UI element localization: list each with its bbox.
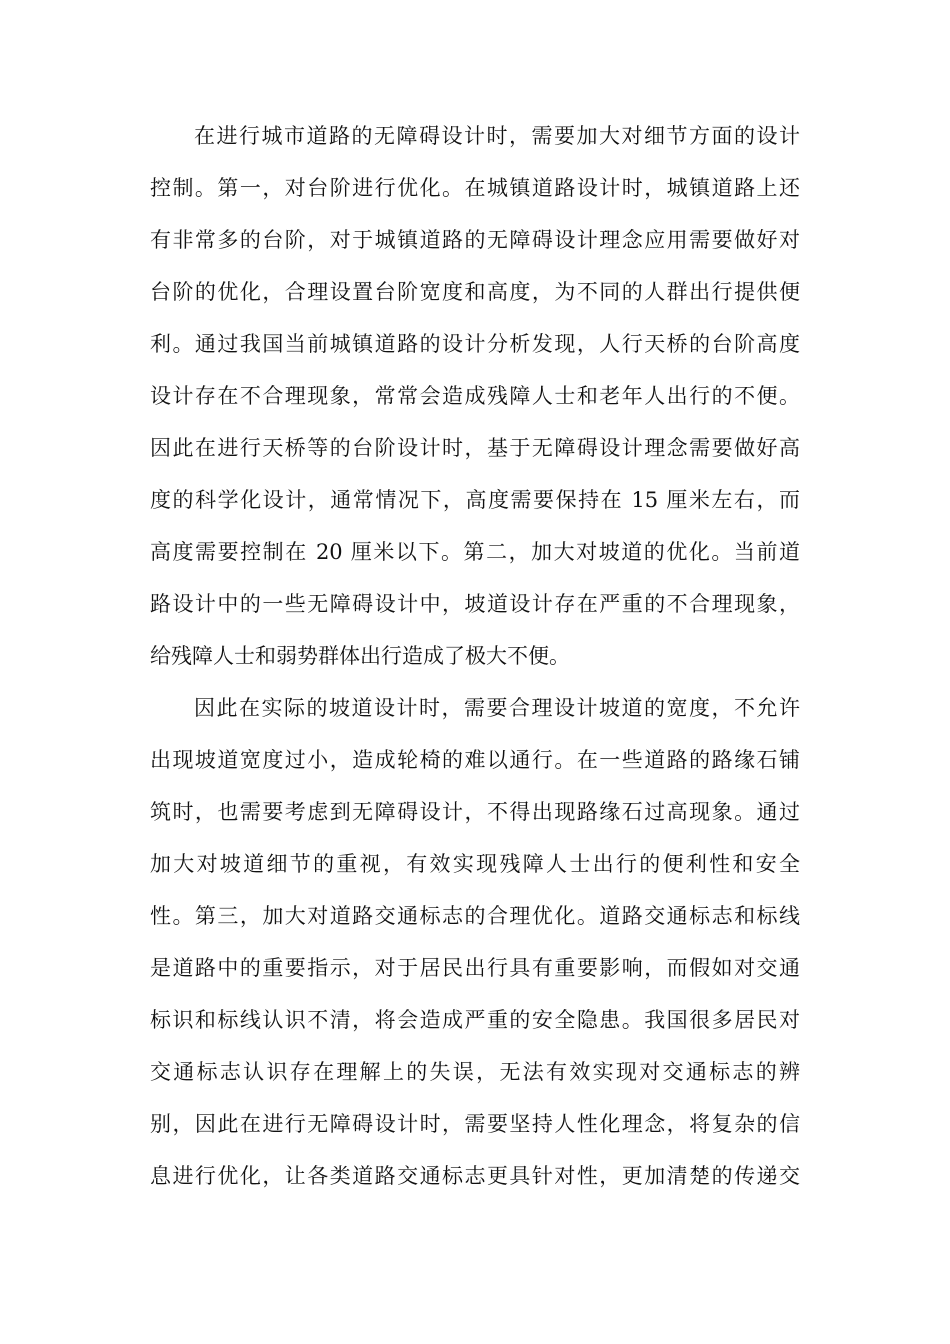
text-line: 性。第三，加大对道路交通标志的合理优化。道路交通标志和标线 xyxy=(150,904,800,928)
text-line: 因此在进行天桥等的台阶设计时，基于无障碍设计理念需要做好高 xyxy=(150,436,800,460)
text-line: 设计存在不合理现象，常常会造成残障人士和老年人出行的不便。 xyxy=(150,384,800,408)
text-line: 有非常多的台阶，对于城镇道路的无障碍设计理念应用需要做好对 xyxy=(150,228,800,252)
text-line: 在进行城市道路的无障碍设计时，需要加大对细节方面的设计 xyxy=(194,124,800,148)
text-line: 息进行优化，让各类道路交通标志更具针对性，更加清楚的传递交 xyxy=(150,1164,800,1188)
text-line: 路设计中的一些无障碍设计中，坡道设计存在严重的不合理现象， xyxy=(150,592,800,616)
text-line: 别，因此在进行无障碍设计时，需要坚持人性化理念，将复杂的信 xyxy=(150,1112,800,1136)
text-line: 加大对坡道细节的重视，有效实现残障人士出行的便利性和安全 xyxy=(150,852,800,876)
text-line: 高度需要控制在 20 厘米以下。第二，加大对坡道的优化。当前道 xyxy=(150,540,800,564)
paragraph-1 xyxy=(150,110,800,682)
text-line: 给残障人士和弱势群体出行造成了极大不便。 xyxy=(150,644,570,668)
text-line: 出现坡道宽度过小，造成轮椅的难以通行。在一些道路的路缘石铺 xyxy=(150,748,800,772)
text-line: 因此在实际的坡道设计时，需要合理设计坡道的宽度，不允许 xyxy=(194,696,800,720)
text-line: 交通标志认识存在理解上的失误，无法有效实现对交通标志的辨 xyxy=(150,1060,800,1084)
text-line: 度的科学化设计，通常情况下，高度需要保持在 15 厘米左右，而 xyxy=(150,488,800,512)
text-line: 筑时，也需要考虑到无障碍设计，不得出现路缘石过高现象。通过 xyxy=(150,800,800,824)
text-line: 台阶的优化，合理设置台阶宽度和高度，为不同的人群出行提供便 xyxy=(150,280,800,304)
body-text xyxy=(150,110,800,1202)
paragraph-2 xyxy=(150,682,800,1202)
text-line: 标识和标线认识不清，将会造成严重的安全隐患。我国很多居民对 xyxy=(150,1008,800,1032)
text-line: 利。通过我国当前城镇道路的设计分析发现，人行天桥的台阶高度 xyxy=(150,332,800,356)
text-line: 控制。第一，对台阶进行优化。在城镇道路设计时，城镇道路上还 xyxy=(150,176,800,200)
text-line: 是道路中的重要指示，对于居民出行具有重要影响，而假如对交通 xyxy=(150,956,800,980)
